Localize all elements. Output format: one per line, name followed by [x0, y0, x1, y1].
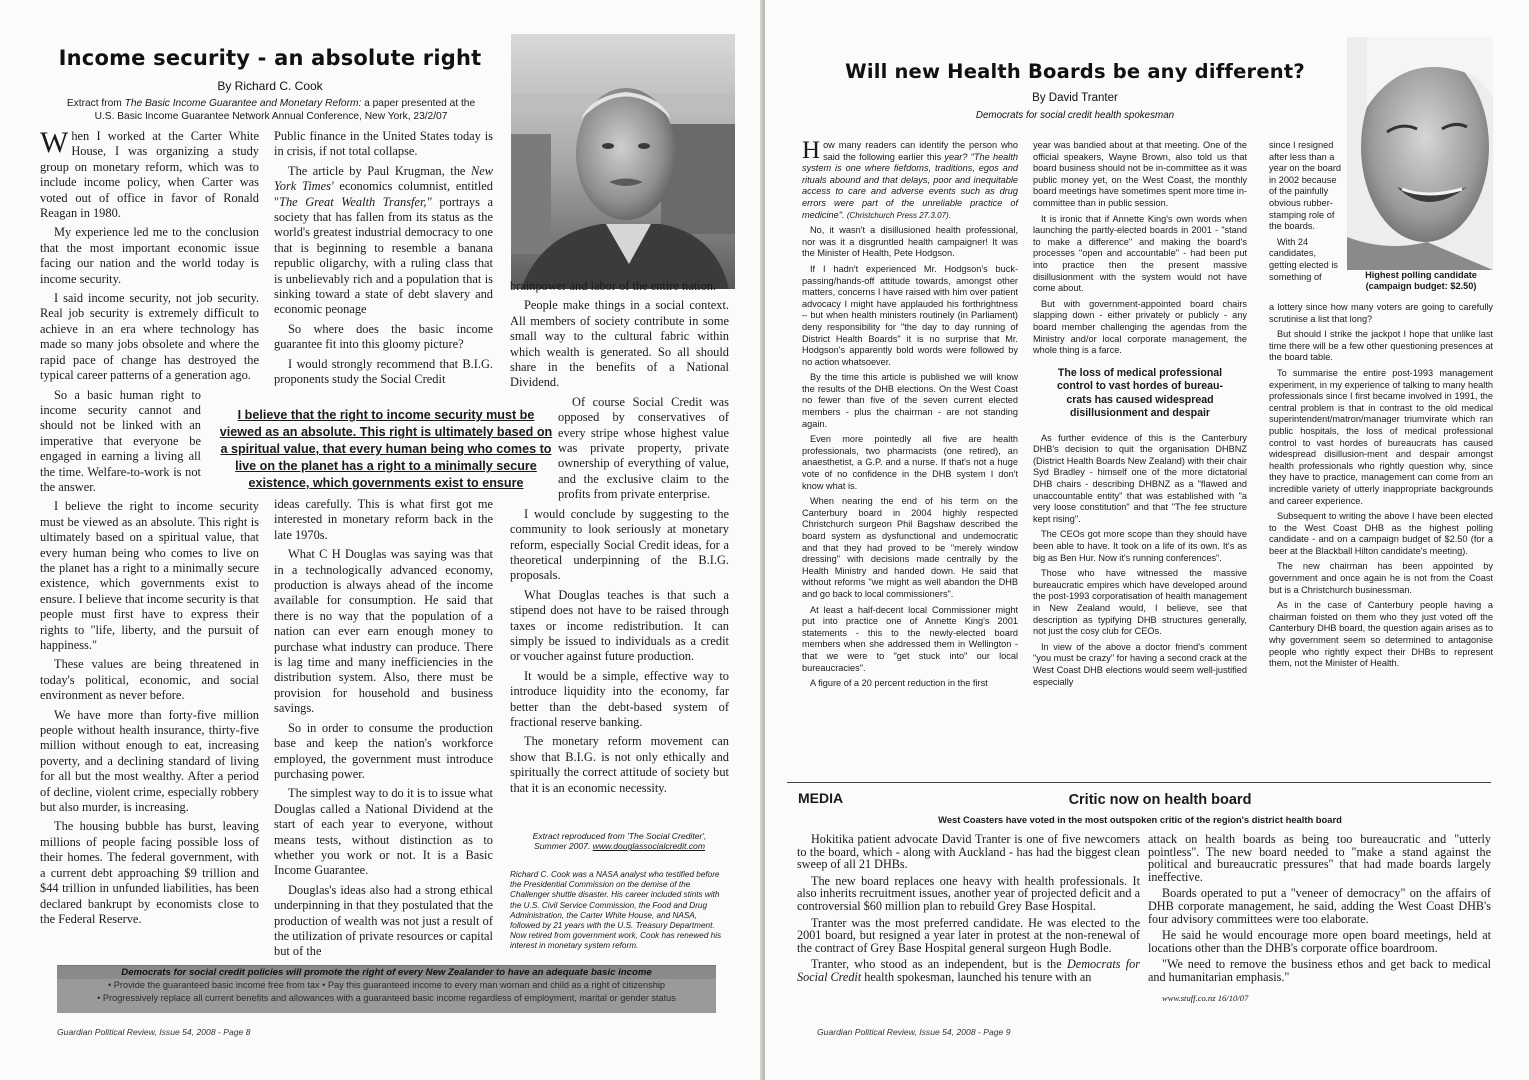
banner-line-3: • Progressively replace all current benefits and allowances with a guaranteed basic income regardless of employment, marital or gender status [97, 993, 676, 1003]
article-title: Will new Health Boards be any different? [845, 60, 1305, 83]
author-photo-image [511, 34, 735, 289]
banner-line-2: • Provide the guaranteed basic income free from tax • Pay this guaranteed income to every man woman and child as a right of citizenship [108, 980, 665, 990]
pull-quote: I believe that the right to income security must be viewed as an absolute. This right is ultimately based on a spiritual value, that every human being who comes to live on the planet has a right to a minimally secure existence, which governments exist to ensure [219, 408, 553, 490]
article-column-2: year was bandied about at that meeting. One of the official speakers, Wayne Brown, also told us that board business should not be in-committee as it was public money yet, on the West Coast, the monthly board meetings have sometimes spent more time in-committee than in public session. It is ironic that if Annette King's own words when launching the partly-elected boards in 2001 - "stand to make a difference" and making the board's processes "open and accountable" - had been put into practice then the present massive disillusionment with the system would not have come about. But with government-appointed board chairs slapping down - either privately or publicly - any board member challenging the agendas from the Ministry and/or local corporate management, the whole thing is a farce. The loss of medical professional control to vast hordes of bureau-crats has caused widespread disillusionment and despair As further evidence of this is the Canterbury DHB's decision to quit the organisation DHBNZ (District Health Boards New Zealand) with their chair Syd Bradley - himself one of the more dictatorial DHB chairs - describing DHBNZ as a "flawed and unaccountable entity" that was established with "a very loose constitution" and that "The fee structure kept rising". The CEOs got more scope than they should have been able to have. It took on a life of its own. It's as big as Ben Hur. Now it's running conferences". Those who have witnessed the massive bureaucratic empires which have developed around the post-1993 corporatisation of health management in New Zealand would, I believe, see that description as typifying DHB structures generally, not just the cosy club for CEOs. In view of the above a doctor friend's comment "you must be crazy" for having a second crack at the West Coast DHB elections would seem well-justified especially [1033, 140, 1247, 687]
author-affiliation: Democrats for social credit health spokesman [975, 110, 1175, 121]
sub-headline: The loss of medical professional control to vast hordes of bureau-crats has caused widespread disillusionment and despair [1057, 366, 1223, 420]
article-column-3: brainpower and labor of the entire nation. People make things in a social context. All members of society contribute in some small way to the cultural fabric within which wealth is generated. So all should share in the benefits of a National Dividend. Of course Social Credit was opposed by conservatives of every stripe whose highest value was private property, private ownership of everything of value, and the exclusive claim to the profits from private enterprise. I would conclude by suggesting to the community to look seriously at monetary reform, especially Social Credit ideas, for a theoretical underpinning of the B.I.G. proposals. What Douglas teaches is that such a stipend does not have to be raised through taxes or income redistribution. It can simply be issued to individuals as a credit or voucher against future production. It would be a simple, effective way to introduce liquidity into the economy, far better than the debt-based system of fractional reserve banking. The monetary reform movement can show that B.I.G. is not only ethically and spiritually the correct attitude of society but that it is an economic necessity. [510, 279, 729, 795]
policy-banner [57, 965, 716, 1013]
media-source: www.stuff.co.nz 16/10/07 [1162, 992, 1249, 1003]
media-title: Critic now on health board [1068, 792, 1252, 808]
page-9 [765, 0, 1529, 1080]
article-source: Extract reproduced from 'The Social Crediter', Summer 2007. www.douglassocialcredit.com [532, 831, 707, 852]
drop-cap: H [802, 137, 821, 164]
page-footer: Guardian Political Review, Issue 54, 2008 - Page 9 [817, 1027, 1011, 1037]
article-column-3: a lottery since how many voters are going to carefully scrutinise a list that long? But should I strike the jackpot I hope that unlike last time there will be a few other questioning presences at the board table. To summarise the entire post-1993 management experiment, in my experience of talking to many health professionals since I first became involved in 1991, the central problem is that in contrast to the old medical superintendent/matron/manager triumvirate which ran public hospitals, the loss of medical professional control to vast hordes of bureaucrats has caused widespread disillusion-ment and despair amongst health professionals who rightly question why, since they have to practice, management can come from an incredible variety of utterly inappropriate backgrounds and career experience. Subsequent to writing the above I have been elected to the West Coast DHB as the highest polling candidate - and on a campaign budget of $2.50 (for a beer at the Blackball Hilton candidate's meeting). The new chairman has been appointed by government and once again he is not from the Coast but is a Christchurch businessman. As in the case of Canterbury people having a chairman foisted on them who they just voted off the Canterbury DHB board, the question again arises as to why government seem so determined to antagonise people who rightly expect their DHBs to represent them, not the Minister of Health. [1269, 302, 1493, 669]
media-column-1: Hokitika patient advocate David Tranter is one of five newcomers to the board, which - along with Auckland - has had the biggest clean sweep of all 21 DHBs. The new board replaces one heavy with health professionals. It also inherits recruitment issues, another year of projected deficit and a controversial $60 million plan to rebuild Grey Base Hospital. Tranter was the most preferred candidate. He was elected to the 2001 board, but resigned a year later in protest at the non-renewal of the contract of Grey Base Hospital general surgeon Hugh Bodle. Tranter, who stood as an independent, but is the Democrats for Social Credit health spokesman, launched his tenure with an [797, 832, 1140, 984]
article-column-2-top: Public finance in the United States today is in crisis, if not total collapse. The article by Paul Krugman, the New York Times' economics columnist, entitled "The Great Wealth Transfer," portrays a society that has fallen from its status as the world's greatest industrial democracy to one that is beginning to resemble a banana republic oligarchy, with a ruling class that is unbelievably rich and a population that is sinking toward a state of debt slavery and economic peonage So where does the basic income guarantee fit into this gloomy picture? I would strongly recommend that B.I.G. proponents study the Social Credit [274, 129, 494, 387]
article-byline: By David Tranter [1032, 92, 1118, 104]
article-column-1: How many readers can identify the person who said the following earlier this year? "The health system is one where fiefdoms, traditions, egos and rituals abound and that delays, poor and inequitable access to care and adverse events such as drug errors were part of the unreliable practice of medicine". (Christchurch Press 27.3.07). No, it wasn't a disillusioned health professional, nor was it a disgruntled health campaigner! It was the Minister of Health, Pete Hodgson. If I hadn't experienced Mr. Hodgson's buck-passing/hands-off attitude towards, amongst other matters, concerns I have raised with him over patient advocacy I might have applauded his forthrightness – but when health ministers routinely (in Parliament) deny responsibility for "the day to day running of District Health Boards" it is no surprise that Mr. Hodgson's apparently bold words were followed by no action whatsoever. By the time this article is published we will know the results of the DHB elections. On the West Coast no fewer than five of the seven current elected members - plus the chairman - are not standing again. Even more pointedly all five are health professionals, two pharmacists (one retired), an anaesthetist, a G.P. and a nurse. If that's not a huge vote of no confidence in the DHB system I don't know what is. When nearing the end of his term on the Canterbury board in 2004 highly respected Christchurch surgeon Phil Bagshaw described the board system as dysfunctional and undemocratic and that they had proved to be "merely window dressing" with decisions made centrally by the Health Ministry and handed down. He said that without reforms "we might as well abandon the DHB and go back to local commissioners". At least a half-decent local Commissioner might put into practice one of Annette King's 2001 statements - this to the newly-elected board members when she addressed them in Wellington - that we were to "get stuck into" our local bureaucracies". A figure of a 20 percent reduction in the first [802, 137, 1018, 689]
candidate-photo [1347, 37, 1493, 270]
media-subtitle: West Coasters have voted in the most outspoken critic of the region's district health board [938, 814, 1342, 825]
article-column-1: When I worked at the Carter White House, I was organizing a study group on monetary reform, which was to include income policy, when Carter was voted out of office in favor of Ronald Reagan in 1980. My experience led me to the conclusion that the most important economic issue facing our nation and the world today is income security. I said income security, not job security. Real job security is extremely difficult to achieve in an era where technology has made so many jobs obsolete and where the rapid pace of change has destroyed the typical career patterns of a generation ago. So a basic human right to income security cannot and should not be linked with an imperative that everyone be engaged in earning a living all the time. Welfare-to-work is not the answer. I believe the right to income security must be viewed as an absolute. This right is ultimately based on a spiritual value, that every human being who comes to live on the planet has a right to a minimally secure existence, which governments exist to ensure. I believe that income security is that people must first have to express their rights to "life, liberty, and the pursuit of happiness." These values are being threatened in today's political, economic, and social environment as never before. We have more than forty-five million people without health insurance, thirty-five million without enough to eat, increasing poverty, and a declining standard of living for all but the most wealthy. After a period of decline, violent crime, especially robbery but also murder, is increasing. The housing bubble has burst, leaving millions of people facing possible loss of their homes. The federal government, with a current debt approaching $9 trillion and $44 trillion in unfunded liabilities, has been declared bankrupt by economists close to the Federal Reserve. [40, 126, 259, 926]
article-column-2-bottom: ideas carefully. This is what first got me interested in monetary reform back in the late 1970s. What C H Douglas was saying was that in a technologically advanced economy, production is always ahead of the income available for consumption. He said that there is no way that the population of a nation can ever earn enough money to purchase what industry can produce. There is lag time and many inefficiencies in the distribution system. Also, there must be provision for household and business savings. So in order to consume the production base and keep the nation's workforce employed, the government must introduce purchasing power. The simplest way to do it is to issue what Douglas called a National Dividend at the start of each year to everyone, without means tests, without distinction as to whether you work or not. It is a Basic Income Guarantee. Douglas's ideas also had a strong ethical underpinning in that they postulated that the production of wealth was not just a result of the utilization of private resources or capital but of the [274, 497, 493, 959]
article-extract-note: Extract from The Basic Income Guarantee and Monetary Reform: a paper presented at the U.S. Basic Income Guarantee Network Annual Conference, New York, 23/2/07 [66, 98, 476, 122]
author-photo [511, 34, 735, 289]
drop-cap: W [40, 126, 69, 159]
article-column-3-narrow: since I resigned after less than a year on the board in 2002 because of the painfully obvious rubber-stamping role of the boards. With 24 candidates, getting elected is something of [1269, 140, 1342, 282]
photo-caption: Highest polling candidate (campaign budget: $2.50) [1365, 270, 1477, 291]
article-title: Income security - an absolute right [58, 46, 482, 70]
author-bio: Richard C. Cook was a NASA analyst who testified before the Presidential Commission on the demise of the Challenger shuttle disaster. His career included stints with the U.S. Civil Service Commission, the Food and Drug Administration, the Carter White House, and NASA, followed by 21 years with the U.S. Treasury Department. Now retired from government work, Cook has renewed his interest in monetary system reform. [510, 870, 722, 951]
media-label: MEDIA [798, 790, 844, 806]
source-link[interactable]: www.douglassocialcredit.com [592, 841, 705, 852]
media-column-2: attack on health boards as being too bureaucratic and "utterly pointless". The new board needed to "make a stand against the political and bureaucratic pressures" that had made boards largely ineffective. Boards operated to put a "veneer of democracy" on the affairs of DHB corporate management, he said, adding the West Coast DHB's four advisory committees were too elaborate. He said he would encourage more open board meetings, held at locations other than the DHB's corporate office boardroom. "We need to remove the business ethos and get back to medical and humanitarian emphasis." www.stuff.co.nz 16/10/07 [1148, 832, 1491, 1003]
article-byline: By Richard C. Cook [217, 79, 323, 93]
page-8 [0, 0, 762, 1080]
candidate-photo-image [1347, 37, 1493, 270]
banner-headline: Democrats for social credit policies will promote the right of every New Zealander to have an adequate basic income [57, 966, 716, 979]
section-divider [787, 782, 1491, 783]
page-footer: Guardian Political Review, Issue 54, 2008 - Page 8 [57, 1027, 251, 1037]
